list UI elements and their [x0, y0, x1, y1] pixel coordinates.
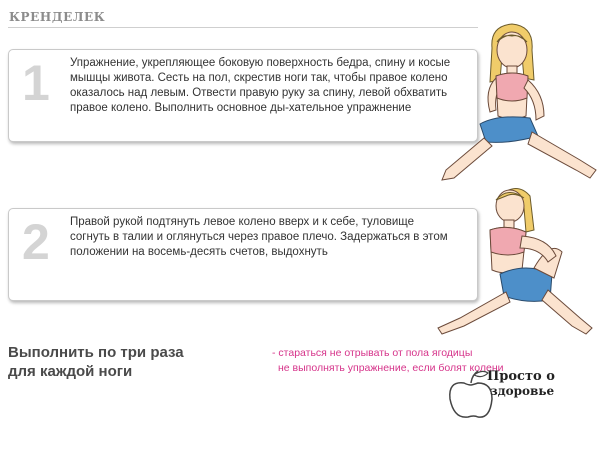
repetition-note-line-1: Выполнить по три раза: [8, 344, 184, 361]
exercise-illustration-2: [430, 178, 600, 338]
step-number-2: 2: [22, 214, 50, 270]
page-title: КРЕНДЕЛЕК: [9, 10, 106, 24]
step-card-1: [8, 49, 478, 142]
exercise-illustration-1: [440, 20, 600, 190]
step-text-1: Упражнение, укрепляющее боковую поверхность бедра, спину и косые мышцы живота. Сесть на пол, скрестив ноги так, чтобы правое колено оказалось над левым. Отвести правую руку за спину, левой обхватить правое колено. Выполнить основное ды-хательное упражнение: [70, 57, 451, 114]
logo-wordmark: [487, 369, 555, 399]
repetition-note: [8, 343, 184, 381]
step-card-2: [8, 208, 478, 301]
step-text-2: Правой рукой подтянуть левое колено вверх и к себе, туловище согнуть в талии и оглянуться через правое плечо. Задержаться в этом положении на восемь-десять счетов, выдохнуть: [70, 216, 448, 258]
tip-line-1: - стараться не отрывать от пола ягодицы: [272, 347, 473, 359]
logo-line-2: здоровье: [490, 384, 555, 398]
tip-line-2: не выполнять упражнение, если болят колени: [278, 362, 504, 374]
title-divider: [8, 27, 478, 28]
step-number-1: 1: [22, 55, 50, 111]
logo-line-1: Просто о: [487, 369, 555, 384]
repetition-note-line-2: для каждой ноги: [8, 363, 133, 380]
